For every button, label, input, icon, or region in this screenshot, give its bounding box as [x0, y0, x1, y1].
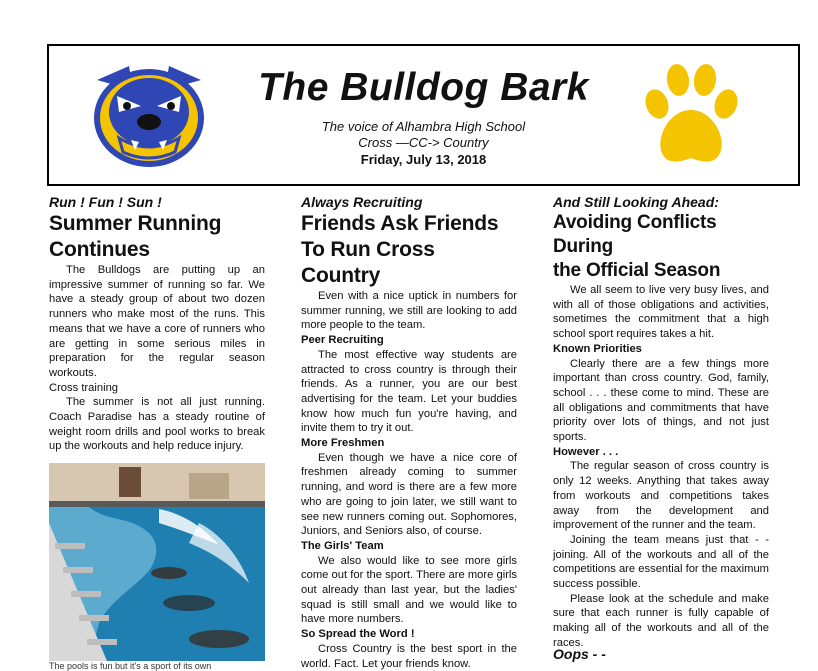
article-kicker: Run ! Fun ! Sun !	[49, 194, 162, 210]
paragraph: Even with a nice uptick in numbers for summer running, we still are looking to add more people to the team.	[301, 290, 517, 332]
newsletter-title: The Bulldog Bark	[258, 66, 589, 109]
photo-caption: The pools is fun but it's a sport of its own	[49, 661, 212, 671]
paragraph: The regular season of cross country is only 12 weeks. Anything that takes away from workouts and competitions takes away from the development and improvement of the runner and the team.	[553, 460, 769, 532]
subheading: Cross training	[49, 381, 119, 394]
pool-photo	[49, 463, 265, 661]
subtitle-line-1: The voice of Alhambra High School	[321, 119, 526, 134]
subheading: More Freshmen	[301, 437, 385, 450]
paragraph: We all seem to live very busy lives, and with all of those obligations and activities, sometimes the commitment that a high school sport requires takes a hit.	[553, 284, 769, 341]
heading-line: Continues	[49, 238, 150, 261]
paragraph: Please look at the schedule and make sure that each runner is fully capable of making all of the workouts and all of the races.	[553, 592, 769, 649]
article-heading	[301, 211, 517, 289]
article-avoiding-conflicts	[553, 193, 769, 651]
article-body	[553, 283, 769, 651]
heading-line: Friends Ask Friends	[301, 212, 499, 235]
subheading: However . . .	[553, 445, 619, 458]
paragraph: The most effective way students are attracted to cross country is through their friends. As a runner, you are our best advertising for the team. Let your buddies know how much fun you're having, and invite them to try it out.	[301, 348, 517, 435]
article-summer-running	[49, 193, 265, 454]
subheading: So Spread the Word !	[301, 628, 415, 641]
article-heading	[553, 211, 769, 283]
heading-line: the Official Season	[553, 260, 721, 281]
article-kicker: Always Recruiting	[301, 194, 423, 210]
article-body	[49, 263, 265, 454]
paragraph: Even though we have a nice core of freshmen already coming to summer running, and word is there are a few more who are going to join later, we still want to see new runners coming out. Sophomores, Juniors, and Seniors also, of course.	[301, 451, 517, 538]
issue-date: Friday, July 13, 2018	[360, 152, 487, 167]
next-article-kicker: Oops - -	[553, 646, 606, 662]
subheading: Known Priorities	[553, 342, 642, 355]
subheading: Peer Recruiting	[301, 334, 384, 347]
article-kicker: And Still Looking Ahead:	[553, 194, 719, 210]
heading-line: Summer Running	[49, 212, 222, 235]
subheading: The Girls' Team	[301, 539, 384, 552]
paragraph: The Bulldogs are putting up an impressive summer of running so far. We have a steady group of about two dozen runners who make most of the runs. This means that we have a core of runners who are getting in some serious miles in preparation for the regular season workouts.	[49, 264, 265, 379]
subtitle-line-2: Cross —CC-> Country	[358, 135, 489, 150]
article-heading	[49, 211, 265, 263]
heading-line: To Run Cross Country	[301, 238, 435, 287]
masthead	[47, 44, 800, 186]
article-recruiting	[301, 193, 517, 671]
paw-print-icon	[641, 62, 741, 170]
paragraph: Joining the team means just that - - joining. All of the workouts and all of the competitions are essential for the maximum success possible.	[553, 533, 769, 591]
paragraph: Cross Country is the best sport in the world. Fact. Let your friends know.	[301, 642, 517, 670]
paragraph: Clearly there are a few things more important than cross country. God, family, school . . . these come to mind. These are all obligations and commitments that have priority over lots of things, and not just sports.	[553, 357, 769, 444]
paragraph: We also would like to see more girls come out for the sport. There are more girls out already than last year, but the ladies' squad is still small and we would like to have more numbers.	[301, 554, 517, 626]
article-body	[301, 289, 517, 671]
paragraph: The summer is not all just running. Coach Paradise has a steady routine of weight room drills and pool works to break up the workouts and help reduce injury.	[49, 396, 265, 453]
heading-line: Avoiding Conflicts During	[553, 212, 717, 257]
